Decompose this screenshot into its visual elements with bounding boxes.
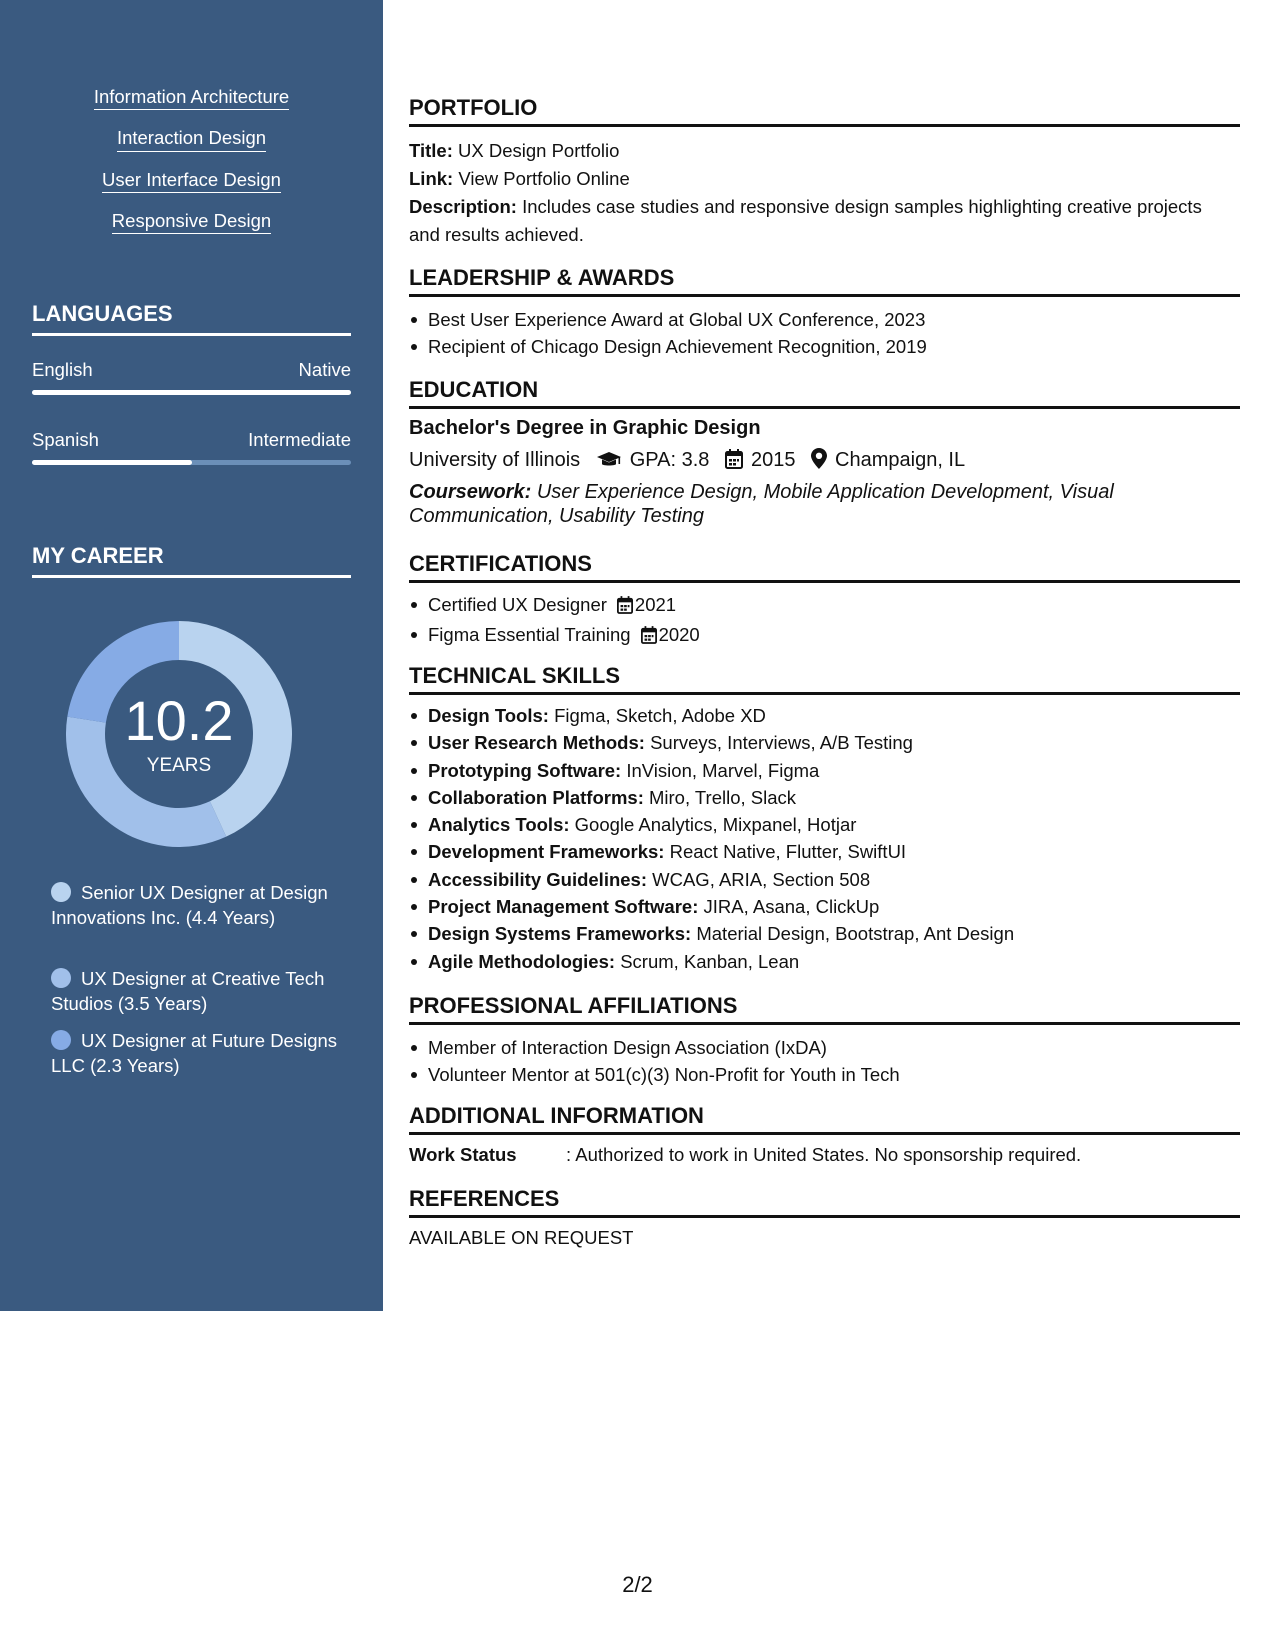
- skill-label: Accessibility Guidelines:: [428, 868, 647, 890]
- skill-value: Google Analytics, Mixpanel, Hotjar: [574, 814, 857, 836]
- references-text: AVAILABLE ON REQUEST: [409, 1227, 634, 1248]
- technical-skills-heading: TECHNICAL SKILLS: [409, 663, 1240, 695]
- career-item: [51, 966, 341, 1016]
- career-item-text: UX Designer at Creative Tech Studios (3.5 Years): [51, 968, 325, 1014]
- portfolio-title: [409, 137, 1240, 165]
- skill-label: Collaboration Platforms:: [428, 786, 644, 808]
- list-item: [409, 621, 1240, 651]
- skill-label: Agile Methodologies:: [428, 950, 616, 972]
- calendar-icon: [641, 624, 657, 651]
- calendar-icon: [725, 449, 743, 475]
- skill-value: Surveys, Interviews, A/B Testing: [650, 732, 913, 754]
- list-item: [409, 811, 1240, 838]
- skill-value: JIRA, Asana, ClickUp: [703, 896, 880, 918]
- certification-name: Figma Essential Training: [428, 624, 631, 646]
- skill-label: Design Tools:: [428, 705, 549, 726]
- skill-value: Material Design, Bootstrap, Ant Design: [696, 923, 1015, 945]
- language-bar-fill: [32, 460, 192, 465]
- education-gpa: GPA: 3.8: [629, 449, 710, 471]
- education-year: 2015: [750, 449, 796, 471]
- list-item: Recipient of Chicago Design Achievement Recognition, 2019: [409, 333, 1240, 360]
- education-school: University of Illinois: [409, 449, 581, 471]
- skill-tag[interactable]: Interaction Design: [117, 127, 266, 151]
- skill-label: Design Systems Frameworks:: [428, 923, 692, 945]
- awards-heading: LEADERSHIP & AWARDS: [409, 265, 1240, 297]
- certifications-heading: CERTIFICATIONS: [409, 551, 1240, 583]
- coursework-text: User Experience Design, Mobile Application Development, Visual: [536, 481, 1114, 503]
- map-pin-icon: [811, 448, 827, 475]
- coursework-text-cont: Communication, Usability Testing: [409, 505, 704, 527]
- page-number: 2/2: [622, 1572, 653, 1597]
- portfolio-title-label: Title:: [409, 140, 453, 161]
- career-legend-dot: [51, 968, 71, 988]
- certifications-list: [409, 591, 1240, 652]
- portfolio-description: [409, 193, 1240, 221]
- certification-name: Certified UX Designer: [428, 594, 607, 615]
- skill-value: Scrum, Kanban, Lean: [620, 950, 800, 972]
- additional-info-heading: ADDITIONAL INFORMATION: [409, 1103, 1240, 1135]
- language-level: Intermediate: [248, 429, 351, 450]
- list-item: Member of Interaction Design Association (IxDA): [409, 1034, 1240, 1061]
- awards-list: [409, 306, 1240, 361]
- skill-value: InVision, Marvel, Figma: [626, 759, 820, 781]
- work-status-label: Work Status: [409, 1144, 517, 1165]
- list-item: Best User Experience Award at Global UX Conference, 2023: [409, 306, 1240, 333]
- language-bar-fill: [32, 390, 351, 395]
- skill-value: Figma, Sketch, Adobe XD: [554, 705, 766, 726]
- career-legend-dot: [51, 1030, 71, 1050]
- education-degree: Bachelor's Degree in Graphic Design: [409, 417, 761, 439]
- calendar-icon: [617, 594, 633, 621]
- list-item: [409, 591, 1240, 621]
- portfolio-description-cont: and results achieved.: [409, 224, 584, 245]
- skill-label: Analytics Tools:: [428, 814, 570, 836]
- career-item-text: Senior UX Designer at Design Innovations Inc. (4.4 Years): [51, 882, 328, 928]
- skills-tag-list: [0, 86, 383, 251]
- career-total-value: 10.2: [124, 689, 234, 752]
- certification-year: 2021: [634, 594, 677, 615]
- list-item: [409, 757, 1240, 784]
- language-name: Spanish: [32, 429, 99, 450]
- skill-tag[interactable]: Information Architecture: [94, 86, 289, 110]
- sidebar: [0, 0, 383, 1311]
- coursework-label: Coursework:: [409, 481, 532, 503]
- list-item: [409, 784, 1240, 811]
- languages-heading: LANGUAGES: [32, 301, 351, 336]
- skill-value: React Native, Flutter, SwiftUI: [669, 841, 907, 863]
- list-item: [409, 838, 1240, 865]
- education-heading: EDUCATION: [409, 377, 1240, 409]
- language-level: Native: [298, 359, 351, 380]
- portfolio-link: [409, 165, 1240, 193]
- portfolio-description-label: Description:: [409, 196, 517, 217]
- skill-value: Miro, Trello, Slack: [649, 786, 797, 808]
- portfolio-link-label: Link:: [409, 168, 454, 189]
- career-total-unit: YEARS: [146, 755, 212, 776]
- technical-skills-list: [409, 702, 1240, 975]
- career-legend-dot: [51, 882, 71, 902]
- list-item: [409, 702, 1240, 729]
- skill-tag[interactable]: User Interface Design: [102, 169, 281, 193]
- skill-label: Development Frameworks:: [428, 841, 665, 863]
- list-item: Volunteer Mentor at 501(c)(3) Non-Profit for Youth in Tech: [409, 1061, 1240, 1088]
- affiliations-list: [409, 1034, 1240, 1089]
- career-donut-chart: [66, 621, 292, 847]
- list-item: [409, 893, 1240, 920]
- career-item: [51, 1028, 341, 1078]
- career-item-text: UX Designer at Future Designs LLC (2.3 Years): [51, 1030, 338, 1076]
- language-bar: [32, 460, 351, 465]
- skill-tag[interactable]: Responsive Design: [112, 210, 271, 234]
- skill-value: WCAG, ARIA, Section 508: [652, 868, 871, 890]
- skill-label: Project Management Software:: [428, 896, 699, 918]
- education-meta: [409, 448, 965, 475]
- portfolio-description-text: Includes case studies and responsive design samples highlighting creative projects: [522, 196, 1202, 217]
- skill-label: Prototyping Software:: [428, 759, 622, 781]
- work-status-value: : Authorized to work in United States. No sponsorship required.: [566, 1144, 1082, 1165]
- language-bar: [32, 390, 351, 395]
- portfolio-heading: PORTFOLIO: [409, 95, 1240, 127]
- certification-year: 2020: [658, 624, 700, 646]
- language-name: English: [32, 359, 93, 380]
- education-location: Champaign, IL: [835, 449, 966, 471]
- portfolio-title-value: UX Design Portfolio: [458, 140, 620, 161]
- affiliations-heading: PROFESSIONAL AFFILIATIONS: [409, 993, 1240, 1025]
- list-item: [409, 729, 1240, 756]
- portfolio-link-value[interactable]: View Portfolio Online: [458, 168, 630, 189]
- list-item: [409, 920, 1240, 947]
- skill-label: User Research Methods:: [428, 732, 645, 754]
- list-item: [409, 866, 1240, 893]
- career-heading: MY CAREER: [32, 543, 351, 578]
- career-item: [51, 880, 341, 930]
- education-coursework: [409, 480, 1149, 528]
- list-item: [409, 948, 1240, 975]
- references-heading: REFERENCES: [409, 1186, 1240, 1218]
- graduation-cap-icon: [596, 451, 622, 475]
